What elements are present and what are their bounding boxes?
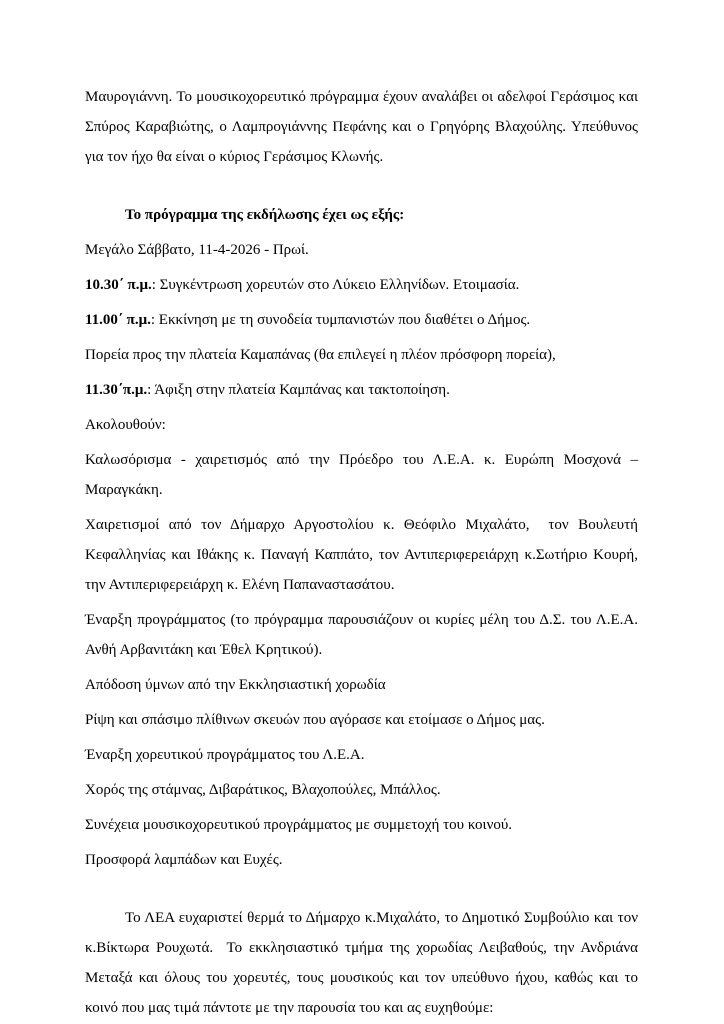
date-line: Μεγάλο Σάββατο, 11-4-2026 - Πρωί. — [85, 242, 309, 258]
item-hymns: Απόδοση ύμνων από την Εκκλησιαστική χορωδία — [85, 677, 386, 693]
item-dances: Χορός της στάμνας, Διβαράτικος, Βλαχοπούλες, Μπάλλος. — [85, 782, 441, 798]
schedule-time: 11.00΄ π.μ. — [85, 312, 151, 328]
schedule-text: : Συγκέντρωση χορευτών στο Λύκειο Ελληνίδων. Ετοιμασία. — [151, 277, 520, 293]
blank-line — [85, 177, 638, 200]
schedule-time: 11.30΄π.μ. — [85, 382, 148, 398]
blank-line — [85, 880, 638, 903]
item-dance-start: Έναρξη χορευτικού προγράμματος του Λ.Ε.Α. — [85, 747, 365, 763]
route-line: Πορεία προς την πλατεία Καμαπάνας (θα επιλεγεί η πλέον πρόσφορη πορεία), — [85, 347, 556, 363]
item-candles: Προσφορά λαμπάδων και Ευχές. — [85, 852, 283, 868]
item-greetings: Χαιρετισμοί από τον Δήμαρχο Αργοστολίου κ. Θεόφιλο Μιχαλάτο, τον Βουλευτή Κεφαλληνίας και Ιθάκης κ. Παναγή Καππάτο, τον Αντιπεριφερειάρχη κ.Σωτήριο Κουρή, την Αντιπεριφερειάρχη κ. Ελένη Παπαναστασάτου. — [85, 517, 638, 593]
paragraph-continuation: Μαυρογιάννη. Το μουσικοχορευτικό πρόγραμμα έχουν αναλάβει οι αδελφοί Γεράσιμος και Σπύρος Καραβιώτης, ο Λαμπρογιάννης Πεφάνης και ο Γρηγόρης Βλαχούλης. Υπεύθυνος για τον ήχο θα είναι ο κύριος Γεράσιμος Κλωνής. — [85, 89, 638, 165]
item-program-start: Έναρξη προγράμματος (το πρόγραμμα παρουσιάζουν οι κυρίες μέλη του Δ.Σ. του Λ.Ε.Α. Ανθή Αρβανιτάκη και Έθελ Κρητικού). — [85, 612, 638, 658]
schedule-item-1130 — [85, 375, 638, 405]
schedule-item-1100 — [85, 305, 638, 335]
schedule-text: : Εκκίνηση με τη συνοδεία τυμπανιστών που διαθέτει ο Δήμος. — [150, 312, 531, 328]
follows-label: Ακολουθούν: — [85, 417, 166, 433]
schedule-time: 10.30΄ π.μ. — [85, 277, 152, 293]
program-heading: Το πρόγραμμα της εκδήλωσης έχει ως εξής: — [125, 207, 405, 223]
paragraph-closing: Το ΛΕΑ ευχαριστεί θερμά το Δήμαρχο κ.Μιχαλάτο, το Δημοτικό Συμβούλιο και τον κ.Βίκτωρα Ρουχωτά. Το εκκλησιαστικό τμήμα της χορωδίας Λειβαθούς, την Ανδριάνα Μεταξά και όλους του χορευτές, τους μουσικούς και τον υπεύθυνο ήχου, καθώς και το κοινό που μας τιμά πάντοτε με την παρουσία του και ας ευχηθούμε: — [85, 910, 638, 1016]
item-pots: Ρίψη και σπάσιμο πλίθινων σκευών που αγόρασε και ετοίμασε ο Δήμος μας. — [85, 712, 545, 728]
item-welcome: Καλωσόρισμα - χαιρετισμός από την Πρόεδρο του Λ.Ε.Α. κ. Ευρώπη Μοσχονά – Μαραγκάκη. — [85, 452, 638, 498]
item-music-continuation: Συνέχεια μουσικοχορευτικού προγράμματος με συμμετοχή του κοινού. — [85, 817, 513, 833]
schedule-text: : Άφιξη στην πλατεία Καμπάνας και τακτοποίηση. — [147, 382, 450, 398]
schedule-item-1030 — [85, 270, 638, 300]
document-content — [85, 82, 638, 1024]
